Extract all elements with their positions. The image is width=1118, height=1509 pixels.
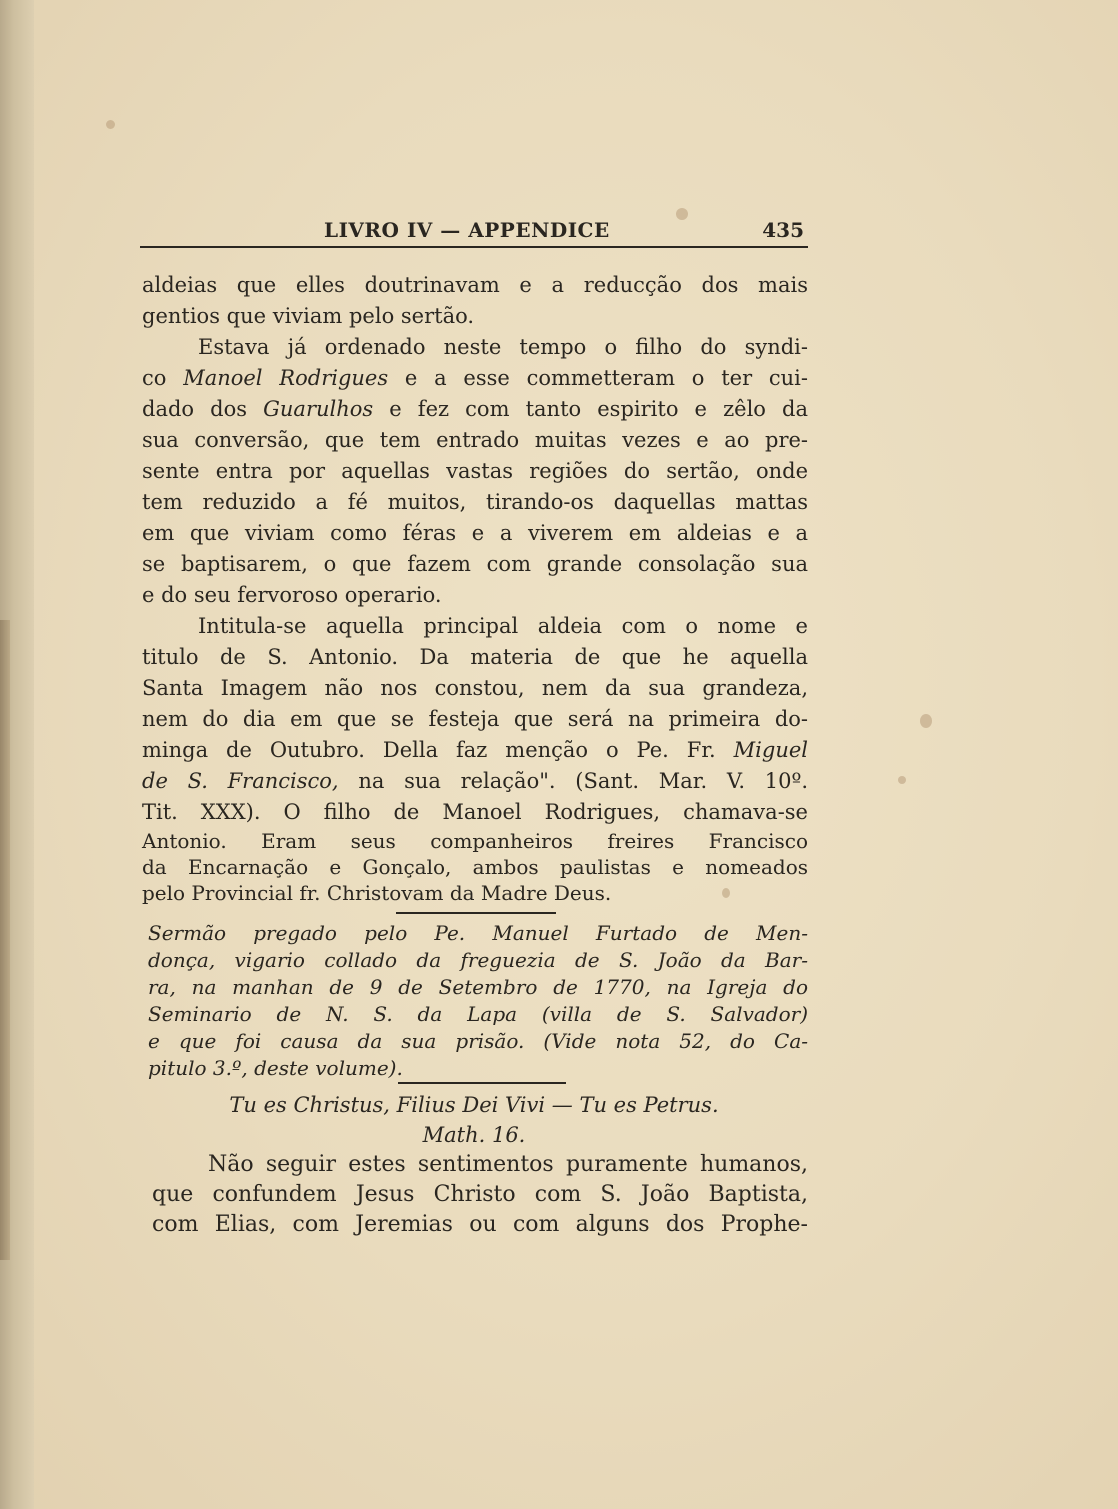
foxing-spot	[920, 714, 932, 728]
section-divider	[398, 1082, 566, 1084]
foxing-spot	[106, 120, 115, 129]
text-line: aldeias que elles doutrinavam e a reducção dos mais	[142, 273, 808, 297]
text-line: titulo de S. Antonio. Da materia de que he aquella	[142, 645, 808, 669]
text-line: co Manoel Rodrigues e a esse commetteram o ter cui-	[142, 366, 808, 390]
text-line: da Encarnação e Gonçalo, ambos paulistas e nomeados	[142, 855, 808, 879]
text-line: sente entra por aquellas vastas regiões do sertão, onde	[142, 459, 808, 483]
text-line: gentios que viviam pelo sertão.	[142, 304, 475, 328]
epigraph	[140, 1090, 808, 1150]
text-line: que confundem Jesus Christo com S. João Baptista,	[152, 1182, 808, 1207]
text-line: de S. Francisco, na sua relação". (Sant. Mar. V. 10º.	[142, 769, 808, 793]
sermon-body	[152, 1150, 808, 1240]
text-line: dado dos Guarulhos e fez com tanto espirito e zêlo da	[142, 397, 809, 421]
text-line: nem do dia em que se festeja que será na primeira do-	[142, 707, 808, 731]
italic-name: Miguel	[733, 738, 808, 762]
sermon-line: ra, na manhan de 9 de Setembro de 1770, na Igreja do	[148, 975, 808, 999]
text-line: Santa Imagem não nos constou, nem da sua grandeza,	[142, 676, 808, 700]
header-rule	[140, 246, 808, 248]
italic-name: Guarulhos	[263, 397, 374, 421]
sermon-line: donça, vigario collado da freguezia de S. João da Bar-	[148, 948, 808, 972]
section-divider	[396, 912, 556, 914]
text-line: Não seguir estes sentimentos puramente humanos,	[208, 1152, 808, 1177]
foxing-spot	[898, 776, 906, 784]
sermon-line: Seminario de N. S. da Lapa (villa de S. Salvador)	[148, 1002, 808, 1026]
sermon-line: pitulo 3.º, deste volume).	[148, 1056, 403, 1080]
text-line: minga de Outubro. Della faz menção o Pe. Fr. Miguel	[142, 738, 808, 762]
text-line: se baptisarem, o que fazem com grande consolação sua	[142, 552, 808, 576]
text-line: Intitula-se aquella principal aldeia com o nome e	[198, 614, 808, 638]
sermon-line: Sermão pregado pelo Pe. Manuel Furtado de Men-	[148, 921, 808, 945]
page-number: 435	[762, 218, 804, 242]
sermon-line: e que foi causa da sua prisão. (Vide nota 52, do Ca-	[148, 1029, 808, 1053]
epigraph-text: Tu es Christus, Filius Dei Vivi — Tu es Petrus.	[229, 1093, 719, 1117]
text-line: pelo Provincial fr. Christovam da Madre Deus.	[142, 881, 612, 905]
binding-edge	[0, 620, 10, 1260]
text-line: tem reduzido a fé muitos, tirando-os daquellas mattas	[142, 490, 808, 514]
text-line: Tit. XXX). O filho de Manoel Rodrigues, chamava-se	[142, 800, 808, 824]
running-header	[140, 218, 808, 248]
header-title: LIVRO IV — APPENDICE	[324, 218, 610, 242]
text-line: em que viviam como féras e a viverem em aldeias e a	[142, 521, 808, 545]
italic-name: S. Francisco,	[187, 769, 339, 793]
italic-name: Manoel Rodrigues	[183, 366, 389, 390]
text-line: com Elias, com Jeremias ou com alguns dos Prophe-	[152, 1212, 808, 1237]
text-line: Antonio. Eram seus companheiros freires Francisco	[142, 829, 808, 853]
sermon-note	[148, 920, 808, 1082]
text-line: e do seu fervoroso operario.	[142, 583, 442, 607]
text-line: sua conversão, que tem entrado muitas vezes e ao pre-	[142, 428, 808, 452]
body-text	[142, 270, 808, 906]
epigraph-citation: Math. 16.	[422, 1123, 526, 1147]
text-line: Estava já ordenado neste tempo o filho do syndi-	[198, 335, 808, 359]
